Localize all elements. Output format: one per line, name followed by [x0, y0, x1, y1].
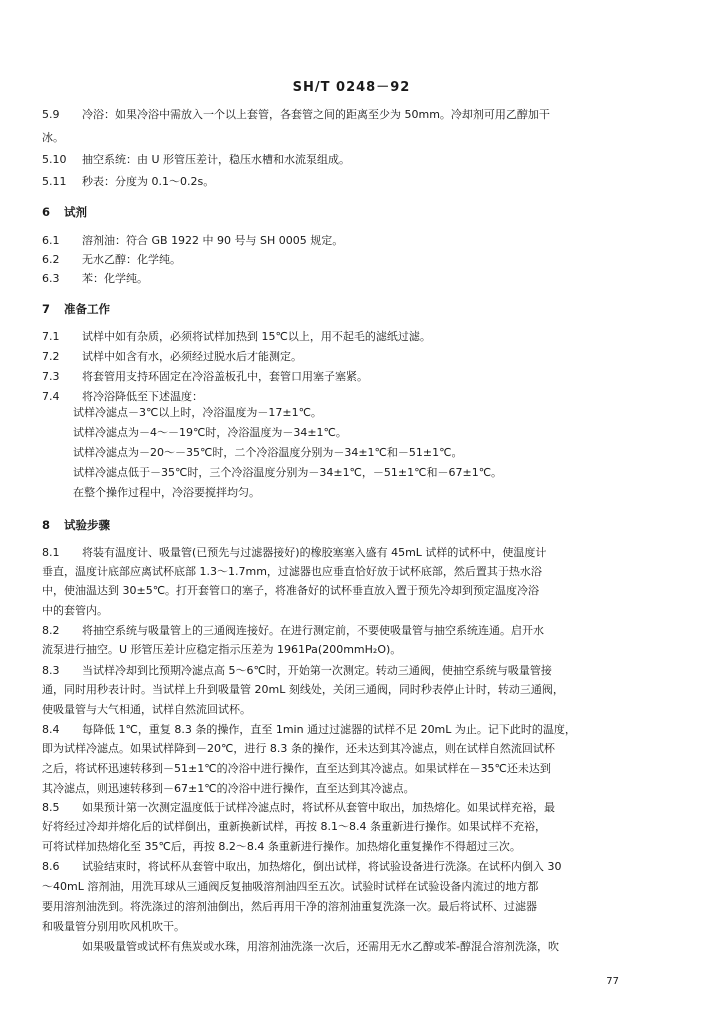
clause-text: 苯：化学纯。: [82, 272, 148, 285]
section-7-heading: 7 准备工作: [42, 302, 110, 316]
clause-8-3: [42, 664, 552, 678]
clause-8-4-line: 其冷滤点，则迅速转移到－67±1℃的冷浴中进行操作，直至达到其冷滤点。: [42, 782, 415, 795]
clause-number: 8.3: [42, 664, 60, 677]
clause-8-3-line: 通，同时用秒表计时。当试样上升到吸量管 20mL 刻线处，关闭三通阀，同时秒表停止计时，转动三通阀，: [42, 683, 564, 696]
clause-8-6-line: ～40mL 溶剂油，用洗耳球从三通阀反复抽吸溶剂油四至五次。试验时试样在试验设备内流过的地方都: [42, 880, 539, 893]
clause-8-1-line: 中的套管内。: [42, 604, 108, 617]
clause-number: 5.9: [42, 108, 60, 121]
clause-8-2-line: 流泵进行抽空。U 形管压差计应稳定指示压差为 1961Pa(200mmH₂O)。: [42, 643, 402, 656]
clause-8-1-line: 中，使油温达到 30±5℃。打开套管口的塞子，将准备好的试杯垂直放入置于预先冷却到预定温度冷浴: [42, 584, 540, 597]
clause-7-2: [42, 350, 302, 364]
clause-text: 当试样冷却到比预期冷滤点高 5～6℃时，开始第一次测定。转动三通阀，使抽空系统与吸量管接: [82, 664, 552, 677]
clause-8-6-line: 和吸量管分别用吹风机吹干。: [42, 920, 185, 933]
clause-6-3: [42, 272, 148, 286]
clause-text: 将冷浴降低至下述温度：: [82, 390, 203, 403]
clause-5-9-cont: 冰。: [42, 131, 64, 144]
clause-number: 7.2: [42, 350, 60, 363]
clause-number: 6.1: [42, 234, 60, 247]
clause-5-10: [42, 153, 350, 167]
clause-text: 将套管用支持环固定在冷浴盖板孔中，套管口用塞子塞紧。: [82, 370, 368, 383]
clause-text: 溶剂油：符合 GB 1922 中 90 号与 SH 0005 规定。: [82, 234, 344, 247]
clause-text: 抽空系统：由 U 形管压差计，稳压水槽和水流泵组成。: [82, 153, 351, 166]
clause-number: 8.1: [42, 546, 60, 559]
clause-number: 7.4: [42, 390, 60, 403]
clause-text: 秒表：分度为 0.1～0.2s。: [82, 175, 215, 188]
clause-5-9: [42, 108, 550, 122]
clause-text: 冷浴：如果冷浴中需放入一个以上套管，各套管之间的距离至少为 50mm。冷却剂可用乙醇加干: [82, 108, 550, 121]
clause-8-6: [42, 860, 562, 874]
clause-number: 5.11: [42, 175, 67, 188]
clause-text: 试验结束时，将试杯从套管中取出，加热熔化，倒出试样，将试验设备进行洗涤。在试杯内倒入 30: [82, 860, 562, 873]
clause-6-1: [42, 234, 343, 248]
clause-8-5-line: 可将试样加热熔化至 35℃后，再按 8.2～8.4 条重新进行操作。加热熔化重复操作不得超过三次。: [42, 840, 521, 853]
clause-5-11: [42, 175, 214, 189]
clause-7-4: [42, 390, 203, 404]
clause-8-1: [42, 546, 546, 560]
temperature-item: 在整个操作过程中，冷浴要搅拌均匀。: [73, 486, 260, 499]
clause-8-2: [42, 624, 544, 638]
clause-7-3: [42, 370, 368, 384]
clause-8-5-line: 好将经过冷却并熔化后的试样倒出，重新换新试样，再按 8.1～8.4 条重新进行操作。如果试样不充裕，: [42, 820, 546, 833]
clause-8-4: [42, 723, 576, 737]
clause-number: 5.10: [42, 153, 67, 166]
clause-number: 8.6: [42, 860, 60, 873]
clause-8-6-line: 如果吸量管或试杯有焦炭或水珠，用溶剂油洗涤一次后，还需用无水乙醇或苯-醇混合溶剂洗涤，吹: [82, 940, 559, 953]
clause-text: 将抽空系统与吸量管上的三通阀连接好。在进行测定前，不要使吸量管与抽空系统连通。启开水: [82, 624, 544, 637]
standard-code-header: SH/T 0248－92: [292, 80, 411, 95]
clause-6-2: [42, 253, 181, 267]
temperature-item: 试样冷滤点为－20～－35℃时，二个冷浴温度分别为－34±1℃和－51±1℃。: [73, 446, 463, 459]
clause-number: 8.4: [42, 723, 60, 736]
clause-text: 试样中如含有水，必须经过脱水后才能测定。: [82, 350, 302, 363]
clause-8-4-line: 之后，将试杯迅速转移到－51±1℃的冷浴中进行操作，直至达到其冷滤点。如果试样在－35℃还未达到: [42, 762, 551, 775]
clause-8-3-line: 使吸量管与大气相通，试样自然流回试杯。: [42, 703, 251, 716]
clause-number: 8.5: [42, 801, 60, 814]
temperature-item: 试样冷滤点为－4～－19℃时，冷浴温度为－34±1℃。: [73, 426, 347, 439]
clause-text: 无水乙醇：化学纯。: [82, 253, 181, 266]
clause-number: 6.2: [42, 253, 60, 266]
clause-8-1-line: 垂直，温度计底部应离试杯底部 1.3～1.7mm，过滤器也应垂直恰好放于试杯底部，然后置其于热水浴: [42, 565, 542, 578]
clause-text: 试样中如有杂质，必须将试样加热到 15℃以上，用不起毛的滤纸过滤。: [82, 330, 431, 343]
clause-8-4-line: 即为试样冷滤点。如果试样降到－20℃，进行 8.3 条的操作，还未达到其冷滤点，则在试样自然流回试杯: [42, 742, 555, 755]
clause-number: 8.2: [42, 624, 60, 637]
section-6-heading: 6 试剂: [42, 205, 87, 219]
temperature-item: 试样冷滤点－3℃以上时，冷浴温度为－17±1℃。: [73, 406, 322, 419]
clause-text: 如果预计第一次测定温度低于试样冷滤点时，将试杯从套管中取出，加热熔化。如果试样充裕，最: [82, 801, 555, 814]
clause-8-6-line: 要用溶剂油洗到。将洗涤过的溶剂油倒出，然后再用干净的溶剂油重复洗涤一次。最后将试杯、过滤器: [42, 900, 537, 913]
clause-number: 7.3: [42, 370, 60, 383]
clause-text: 每降低 1℃，重复 8.3 条的操作，直至 1min 通过过滤器的试样不足 20mL 为止。记下此时的温度，: [82, 723, 576, 736]
clause-8-5: [42, 801, 555, 815]
page-number: 77: [606, 976, 619, 987]
clause-number: 7.1: [42, 330, 60, 343]
clause-7-1: [42, 330, 431, 344]
temperature-item: 试样冷滤点低于－35℃时，三个冷浴温度分别为－34±1℃，－51±1℃和－67±1℃。: [73, 466, 503, 479]
clause-text: 将装有温度计、吸量管(已预先与过滤器接好)的橡胶塞塞入盛有 45mL 试样的试杯中，使温度计: [82, 546, 547, 559]
clause-number: 6.3: [42, 272, 60, 285]
section-8-heading: 8 试验步骤: [42, 518, 110, 532]
